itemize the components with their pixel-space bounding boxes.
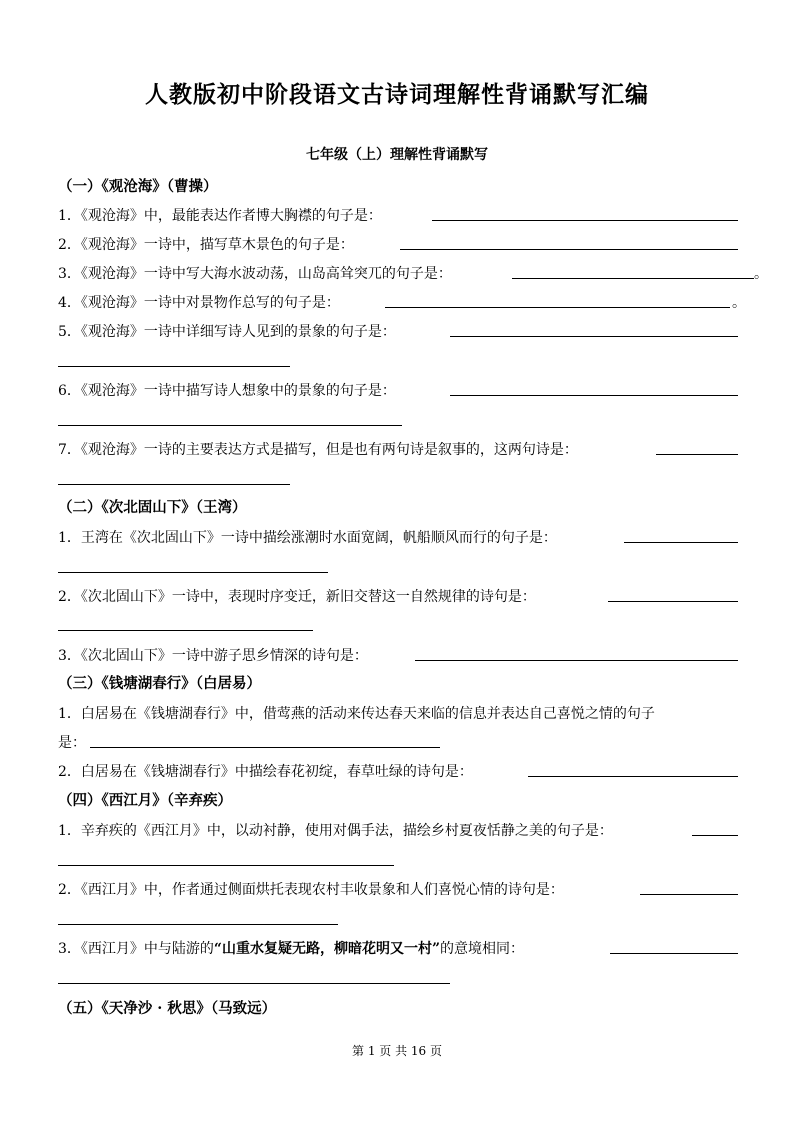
- answer-line-4-2b[interactable]: [58, 924, 338, 925]
- answer-line-2-3[interactable]: [415, 660, 738, 661]
- answer-line-4-3[interactable]: [610, 953, 738, 954]
- question-4-3-text: 3．《西江月》中与陆游的: [58, 941, 214, 957]
- document-subtitle: 七年级（上）理解性背诵默写: [306, 147, 488, 163]
- question-4-3: [58, 938, 524, 958]
- question-3-1: 1．白居易在《钱塘湖春行》中，借莺燕的活动来传达春天来临的信息并表达自己喜悦之情的句子: [58, 706, 655, 722]
- question-4-3-quote: “山重水复疑无路，柳暗花明又一村”: [213, 941, 441, 957]
- question-2-1: 1．王湾在《次北固山下》一诗中描绘涨潮时水面宽阔，帆船顺风而行的句子是：: [58, 530, 557, 546]
- question-3-2: 2．白居易在《钱塘湖春行》中描绘春花初绽，春草吐绿的诗句是：: [58, 764, 473, 780]
- document-title: 人教版初中阶段语文古诗词理解性背诵默写汇编: [145, 81, 649, 108]
- section-heading-2: （二）《次北固山下》（王湾）: [58, 499, 247, 516]
- answer-line-1-5b[interactable]: [58, 366, 290, 367]
- answer-line-1-5[interactable]: [450, 336, 738, 337]
- question-1-4: 4．《观沧海》一诗中对景物作总写的句子是：: [58, 295, 340, 311]
- answer-line-1-2[interactable]: [400, 249, 738, 250]
- answer-line-1-4[interactable]: [385, 307, 730, 308]
- answer-line-2-1b[interactable]: [58, 572, 328, 573]
- section-heading-5: （五）《天净沙 · 秋思》（马致远）: [58, 1000, 277, 1017]
- answer-line-1-7b[interactable]: [58, 484, 290, 485]
- answer-line-1-1[interactable]: [432, 220, 738, 221]
- section-heading-4: （四）《西江月》（辛弃疾）: [58, 792, 232, 809]
- question-4-3-tail: 的意境相同：: [440, 941, 525, 957]
- answer-line-2-2b[interactable]: [58, 630, 313, 631]
- answer-line-3-2[interactable]: [528, 776, 738, 777]
- answer-line-3-1[interactable]: [90, 747, 440, 748]
- question-1-7: 7．《观沧海》一诗的主要表达方式是描写，但是也有两句诗是叙事的，这两句诗是：: [58, 442, 578, 458]
- answer-line-1-3[interactable]: [512, 278, 754, 279]
- question-1-6: 6．《观沧海》一诗中描写诗人想象中的景象的句子是：: [58, 383, 396, 399]
- answer-line-2-1[interactable]: [624, 542, 738, 543]
- question-1-2: 2．《观沧海》一诗中，描写草木景色的句子是：: [58, 237, 354, 253]
- answer-line-1-6b[interactable]: [58, 425, 402, 426]
- question-4-2: 2．《西江月》中，作者通过侧面烘托表现农村丰收景象和人们喜悦心情的诗句是：: [58, 882, 564, 898]
- question-2-2: 2．《次北固山下》一诗中，表现时序变迁，新旧交替这一自然规律的诗句是：: [58, 589, 536, 605]
- period-1-4: 。: [732, 295, 746, 311]
- question-2-3: 3．《次北固山下》一诗中游子思乡情深的诗句是：: [58, 648, 368, 664]
- answer-line-1-7[interactable]: [656, 454, 738, 455]
- section-heading-1: （一）《观沧海》（曹操）: [58, 178, 218, 195]
- question-4-1: 1．辛弃疾的《西江月》中，以动衬静，使用对偶手法，描绘乡村夏夜恬静之美的句子是：: [58, 823, 613, 839]
- question-1-3: 3．《观沧海》一诗中写大海水波动荡，山岛高耸突兀的句子是：: [58, 266, 452, 282]
- page-footer: 第 1 页 共 16 页: [352, 1044, 442, 1058]
- question-3-1-continuation: 是：: [58, 735, 86, 751]
- answer-line-4-2[interactable]: [640, 894, 738, 895]
- answer-line-4-1b[interactable]: [58, 865, 394, 866]
- answer-line-2-2[interactable]: [608, 601, 738, 602]
- section-heading-3: （三）《钱塘湖春行》（白居易）: [58, 675, 261, 692]
- question-1-5: 5．《观沧海》一诗中详细写诗人见到的景象的句子是：: [58, 324, 396, 340]
- answer-line-1-6[interactable]: [450, 395, 738, 396]
- question-1-1: 1．《观沧海》中，最能表达作者博大胸襟的句子是：: [58, 208, 382, 224]
- answer-line-4-1[interactable]: [692, 835, 738, 836]
- period-1-3: 。: [754, 266, 768, 282]
- answer-line-4-3b[interactable]: [58, 983, 450, 984]
